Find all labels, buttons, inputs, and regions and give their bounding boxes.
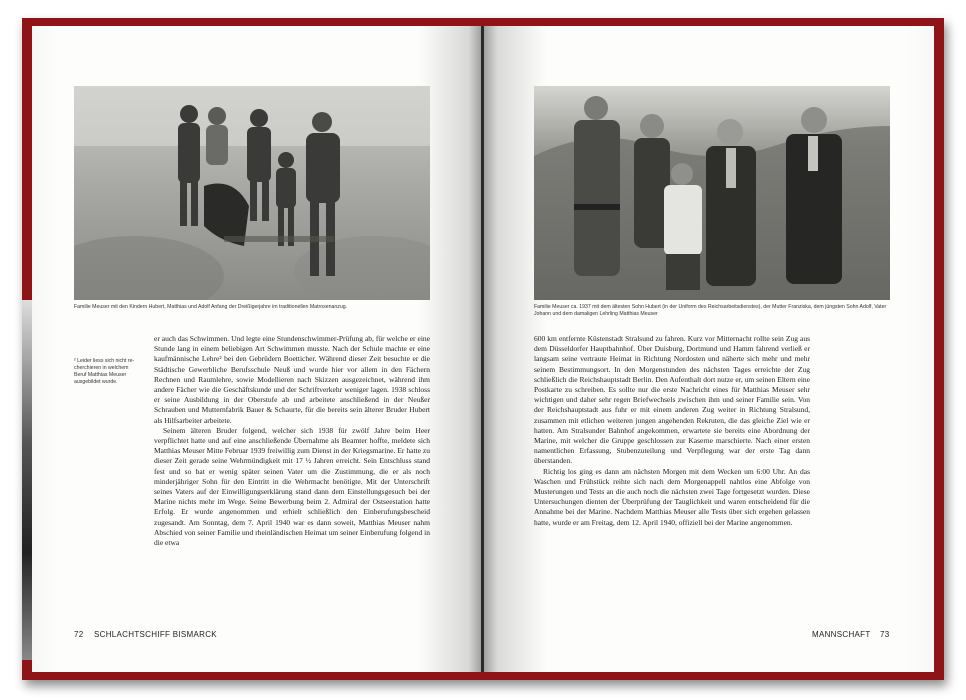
left-page xyxy=(32,26,482,672)
folio-number: 72 xyxy=(74,630,84,639)
paragraph: Seinem älteren Bruder folgend, welcher sich 1938 für zwölf Jahre beim Heer verpflichtet hatte und auf eine anschließende Übernahme als Beamter hoffte, meldete sich Matthias Meuser Mitte Februar 1939 freiwillig zum Dienst in der Kriegsmarine. Er hatte zu dieser Zeit gerade seine Wehrmündigkeit mit 17 ½ Jahren erreicht. Sein Entschluss stand fest und so bat er wenig später seinen Vater um die Zustimmung, die er als noch minderjähriger Sohn für den Eintritt in die Wehrmacht benötigte. Mit der Unterschrift seines Vaters auf der Einwilligungserklärung stand dann dem Einstellungsgesuch bei der Marine nichts mehr im Wege. Seine Bewerbung beim 2. Admiral der Ostseestation hatte Erfolg. Er wurde angenommen und erhielt schließlich den Einberufungsbescheid zugesandt. Am Sonntag, dem 7. April 1940 war es dann soweit, Matthias Meuser nahm Abschied von seiner Familie und rheinländischen Heimat um seiner Einberufung folgend in die etwa xyxy=(154,425,430,548)
page-edge-strip xyxy=(22,300,32,660)
folio-number: 73 xyxy=(880,630,890,639)
body-text-left xyxy=(154,334,430,610)
family-photo-uniform-icon xyxy=(534,86,890,300)
family-photo-sailor-suits-icon xyxy=(74,86,430,300)
paragraph: er auch das Schwimmen. Und legte eine Stundenschwimmer-Prüfung ab, für welche er eine Stunde lang in einem beliebigen Art Schwimmen musste. Nach der Schule machte er eine kaufmännische Lehre² bei den Gebrüdern Boetticher. Während dieser Zeit besuchte er die Städtische Gewerbliche Berufsschule Neuß und wurde hier vor allem in den Fächern Rechnen und Raumlehre, sowie Modellieren nach Skizzen ausgezeichnet, während ihm andere Fächer wie die Geschäftskunde und der Schriftverkehr weniger lagen. 1938 schloss er seine Ausbildung in der Oberstufe ab und arbeitete anschließend in der Neußer Schrauben und Mutternfabrik Bauer & Schaurte, für die bereits sein älterer Bruder Hubert als Hilfsarbeiter arbeitete. xyxy=(154,334,430,425)
paragraph: Richtig los ging es dann am nächsten Morgen mit dem Wecken um 6:00 Uhr. An das Waschen und Frühstück reihte sich nach dem Morgenappell nahtlos eine Abfolge von Musterungen und Tests an die auch noch die nächsten zwei Tage fortgesetzt wurden. Diese Untersuchungen dienten der Überprüfung der Tauglichkeit und waren entscheidend für die Annahme bei der Marine. Nachdem Matthias Meuser alle Tests über sich ergehen gelassen hatte, wurde er am Freitag, dem 12. April 1940, offiziell bei der Marine angenommen. xyxy=(534,466,810,527)
footnote: ² Leider liess sich nicht re-cherchieren in welchem Beruf Matthias Meuser ausgebildet wurde. xyxy=(74,358,135,385)
right-page xyxy=(484,26,934,672)
photo-caption: Familie Meuser ca. 1937 mit dem ältesten Sohn Hubert (in der Uniform des Reichsarbeitsdienstes), der Mutter Franziska, dem jüngsten Sohn Adolf, Vater Johann und dem damaligen Lehrling Matthias Meuser xyxy=(534,304,887,317)
folio-title: MANNSCHAFT xyxy=(812,630,871,639)
folio-title: SCHLACHTSCHIFF BISMARCK xyxy=(94,630,217,639)
paragraph: 600 km entfernte Küstenstadt Stralsund zu fahren. Kurz vor Mitternacht rollte sein Zug aus dem Düsseldorfer Hauptbahnhof. Über Duisburg, Dortmund und Hamm fahrend verließ er langsam seine vertraute Heimat in Richtung Nordosten und näherte sich mehr und mehr seinem Bestimmungsort. In den Morgenstunden des nächsten Tages erreichte der Zug schließlich die Reichshauptstadt Berlin. Den Aufenthalt dort nutze er, um seinen Eltern eine Postkarte zu schreiben. Es sollte nur die erste Nachricht eines für Matthias Meuser sehr wichtigen und daher sehr regen Briefwechsels zwischen ihm und seiner Familie sein. Von der Reichshauptstadt aus fuhr er mit einem anderen Zug weiter in Richtung Stralsund, zusammen mit etlichen weiteren jungen angehenden Rekruten, die das gleiche Ziel wie er hatten. Am Stralsunder Bahnhof angekommen, erwartete sie bereits eine Abordnung der Marine, mit welcher die Gruppe geschlossen zur Kaserne marschierte. Nach einer ersten namentlichen Erfassung, Stubenzuteilung und Verpflegung war der erste Tag dann überstanden. xyxy=(534,334,810,466)
body-text-right xyxy=(534,334,810,596)
photo-caption: Familie Meuser mit den Kindern Hubert, Matthias und Adolf Anfang der Dreißigerjahre im traditionellen Matrosenanzug. xyxy=(74,304,348,310)
